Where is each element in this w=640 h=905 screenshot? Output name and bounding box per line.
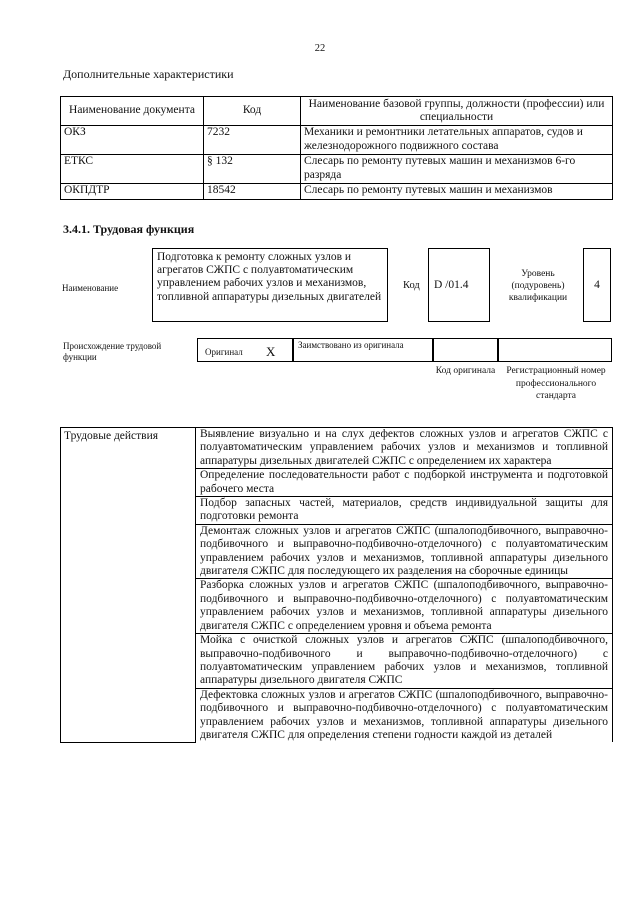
page-number: 22 — [314, 43, 326, 54]
header-code: Код — [204, 97, 301, 126]
level-value: 4 — [583, 248, 611, 322]
action-item: Дефектовка сложных узлов и агрегатов СЖПС (шпалоподбивочного, выправочно-подбивочного и выправочно-подбивочно-отделочного) с полуавтоматическим управлением рабочих узлов и механизмов, топливной аппаратуры дизельного двигателя СЖПС для определения степени годности каждой из деталей — [196, 688, 613, 742]
header-document: Наименование документа — [61, 97, 204, 126]
table-row — [61, 184, 613, 200]
original-mark: X — [266, 344, 276, 359]
function-title: 3.4.1. Трудовая функция — [63, 222, 195, 236]
action-item: Демонтаж сложных узлов и агрегатов СЖПС (шпалоподбивочного, выправочно-подбивочного и выправочно-подбивочно-отделочного) с полуавтоматическим управлением рабочих узлов и механизмов, топливной аппаратуры дизельного двигателя СЖПС для последующего их разделения на сборочные единицы — [196, 524, 613, 579]
origin-code-cell — [433, 338, 498, 362]
action-item: Выявление визуально и на слух дефектов сложных узлов и агрегатов СЖПС с полуавтоматическим управлением рабочих узлов и механизмов и топливной аппаратуры дизельных двигателей СЖПС с определением их характера — [196, 428, 613, 469]
registration-caption: Регистрационный номер профессионального стандарта — [506, 366, 606, 402]
action-item: Подбор запасных частей, материалов, средств индивидуальной защиты для подготовки ремонта — [196, 497, 613, 525]
row-code: 18542 — [204, 184, 301, 200]
table-row — [61, 155, 613, 184]
action-item: Определение последовательности работ с подборкой инструмента и подготовкой рабочего места — [196, 469, 613, 497]
row-group: Слесарь по ремонту путевых машин и механизмов 6-го разряда — [301, 155, 613, 184]
action-item: Мойка с очисткой сложных узлов и агрегатов СЖПС (шпалоподбивочного, выправочно-подбивочного и выправочно-подбивочно-отделочного) с полуавтоматическим управлением рабочих узлов и механизмов, топливной аппаратуры дизельного двигателя СЖПС — [196, 634, 613, 689]
name-label: Наименование — [62, 283, 119, 293]
registration-number-cell — [498, 338, 612, 362]
borrowed-label: Заимствовано из оригинала — [293, 338, 433, 362]
labor-actions-table — [60, 427, 613, 743]
section-title: Дополнительные характеристики — [63, 67, 234, 81]
row-doc: ЕТКС — [61, 155, 204, 184]
action-item: Разборка сложных узлов и агрегатов СЖПС (шпалоподбивочного, выправочно-подбивочного и выправочно-подбивочно-отделочного) с полуавтоматическим управлением рабочих узлов и механизмов, топливной аппаратуры дизельного двигателя СЖПС с определением уровня и объема ремонта — [196, 579, 613, 634]
table-header-row — [61, 97, 613, 126]
table-row — [61, 126, 613, 155]
row-group: Механики и ремонтники летательных аппаратов, судов и железнодорожного подвижного состава — [301, 126, 613, 155]
header-group: Наименование базовой группы, должности (профессии) или специальности — [301, 97, 613, 126]
code-label: Код — [403, 280, 420, 291]
row-doc: ОКЗ — [61, 126, 204, 155]
origin-label: Происхождение трудовой функции — [63, 341, 162, 362]
additional-characteristics-table — [60, 96, 613, 200]
level-label: Уровень (подуровень) квалификации — [508, 269, 568, 303]
function-name-value: Подготовка к ремонту сложных узлов и агрегатов СЖПС с полуавтоматическим управлением рабочих узлов и механизмов, топливной аппаратуры дизельных двигателей — [152, 248, 388, 322]
row-code: 7232 — [204, 126, 301, 155]
row-code: § 132 — [204, 155, 301, 184]
original-label: Оригинал — [205, 347, 243, 357]
labor-actions-label: Трудовые действия — [61, 428, 196, 743]
code-caption: Код оригинала — [435, 366, 496, 376]
code-value: D /01.4 — [428, 248, 490, 322]
row-group: Слесарь по ремонту путевых машин и механизмов — [301, 184, 613, 200]
table-row — [61, 428, 613, 469]
row-doc: ОКПДТР — [61, 184, 204, 200]
